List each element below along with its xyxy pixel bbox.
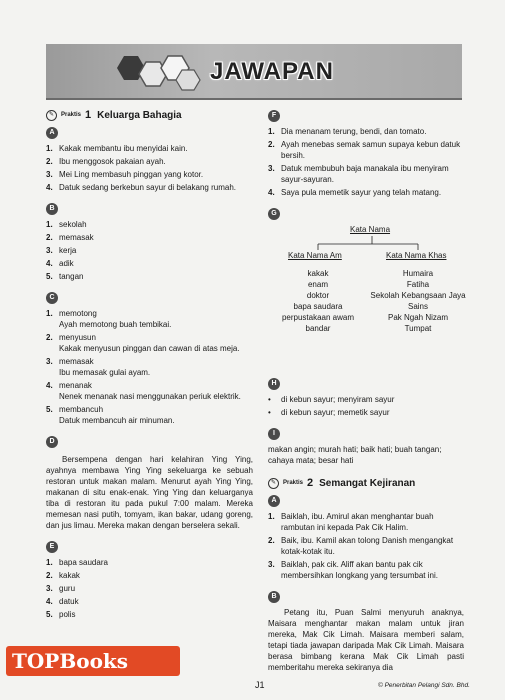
paragraph-b2: Petang itu, Puan Salmi menyuruh anaknya, Maisara menghantar makan malam untuk jiran mereka, Mak Cik Limah. Maisara memberi salam, tetapi tiada jawapan daripada Mak Cik Limah. Maisara berasa bimbang kerana Mak Cik Limah pasti memberitahu mereka sekiranya dia [268,608,464,672]
tree-khas-list: Humaira Fatiha Sekolah Kebangsaan Jaya Sains Pak Ngah Nizam Tumpat [370,269,466,333]
list-item: 4. menanak Nenek menanak nasi menggunakan periuk elektrik. [46,381,241,401]
list-f [268,126,464,198]
section-badge-f: F [268,110,280,122]
tree-am-title: Kata Nama Am [288,251,342,260]
hexagon-decoration-icon [110,52,205,96]
list-item: 5. membancuh Datuk membancuh air minuman. [46,405,175,425]
list-item: 2. Baik, ibu. Kamil akan tolong Danish mengangkat kotak-kotak itu. [268,536,454,556]
section-badge-d: D [46,436,58,448]
list-item: 3. kerja [46,246,77,255]
list-item: • di kebun sayur; memetik sayur [268,408,390,417]
list-item: 5. polis [46,610,76,619]
list-item: 2. memasak [46,233,94,242]
list-e [46,557,253,620]
list-item: 2. menyusun Kakak menyusun pinggan dan cawan di atas meja. [46,333,240,353]
list-item: 1. Dia menanam terung, bendi, dan tomato. [268,127,427,136]
paragraph-d: Bersempena dengan hari kelahiran Ying Ying, ayahnya membawa Ying Ying sekeluarga ke sebuah restoran untuk makan malam. Menurut ayah Ying Ying, makanan di situ enak-enak. Ying Ying dan keluarganya tiba di restoran itu pada pukul 7:00 malam. Mereka memesan nasi putih, tomyam, ikan bakar, udang goreng, dan jus limau. Mereka makan dengan berselera sekali. [46,455,253,530]
section-badge-e: E [46,541,58,553]
list-item: 4. adik [46,259,74,268]
list-item: 3. Mei Ling membasuh pinggan yang kotor. [46,170,204,179]
list-item: 4. Datuk sedang berkebun sayur di belakang rumah. [46,183,236,192]
tree-khas-title: Kata Nama Khas [386,251,447,260]
list-item: 1. bapa saudara [46,558,108,567]
section-badge-a2: A [268,495,280,507]
right-column [268,106,464,673]
tree-am-list: kakak enam doktor bapa saudara perpustakaan awam bandar [281,269,355,333]
page-number: J1 [255,680,265,690]
list-item: 3. guru [46,584,76,593]
praktis-1-title: Keluarga Bahagia [97,110,182,121]
list-item: • di kebun sayur; menyiram sayur [268,395,395,404]
list-a [46,143,253,193]
list-c [46,308,253,426]
pen-icon: ✎ [46,110,57,121]
publisher-credit: © Penerbitan Pelangi Sdn. Bhd. [378,682,470,689]
pen-icon: ✎ [268,478,279,489]
section-badge-h: H [268,378,280,390]
list-item: 3. memasak Ibu memasak gulai ayam. [46,357,151,377]
banner-title: JAWAPAN [210,58,334,85]
list-item: 4. Saya pula memetik sayur yang telah matang. [268,188,442,197]
list-item: 4. datuk [46,597,79,606]
praktis-2-title: Semangat Kejiranan [319,478,416,489]
section-badge-i: I [268,428,280,440]
list-h [268,394,464,418]
paragraph-i: makan angin; murah hati; baik hati; buah tangan; cahaya mata; besar hati [268,445,442,465]
list-item: 1. memotong Ayah memotong buah tembikai. [46,309,172,329]
section-badge-b2: B [268,591,280,603]
topbooks-logo: TOPBooks [6,646,180,676]
list-item: 3. Datuk membubuh baja manakala ibu menyiram sayur-sayuran. [268,164,449,184]
list-item: 1. sekolah [46,220,87,229]
list-item: 2. kakak [46,571,80,580]
list-item: 2. Ayah menebas semak samun supaya kebun datuk bersih. [268,140,461,160]
praktis-1-header: ✎ Praktis 1 Keluarga Bahagia [46,110,253,121]
list-a2 [268,511,464,581]
list-item: 3. Baiklah, pak cik. Aliff akan bantu pak cik membersihkan longkang yang tersumbat ini. [268,560,438,580]
list-item: 1. Baiklah, ibu. Amirul akan menghantar buah rambutan ini kepada Pak Cik Halim. [268,512,434,532]
section-badge-c: C [46,292,58,304]
list-item: 5. tangan [46,272,84,281]
section-badge-a: A [46,127,58,139]
section-badge-b: B [46,203,58,215]
section-badge-g: G [268,208,280,220]
left-column [46,106,253,622]
noun-tree-diagram [268,224,464,372]
list-item: 2. Ibu menggosok pakaian ayah. [46,157,166,166]
tree-root: Kata Nama [350,225,391,234]
praktis-2-header: ✎ Praktis 2 Semangat Kejiranan [268,478,464,489]
list-item: 1. Kakak membantu ibu menyidai kain. [46,144,188,153]
list-b [46,219,253,282]
